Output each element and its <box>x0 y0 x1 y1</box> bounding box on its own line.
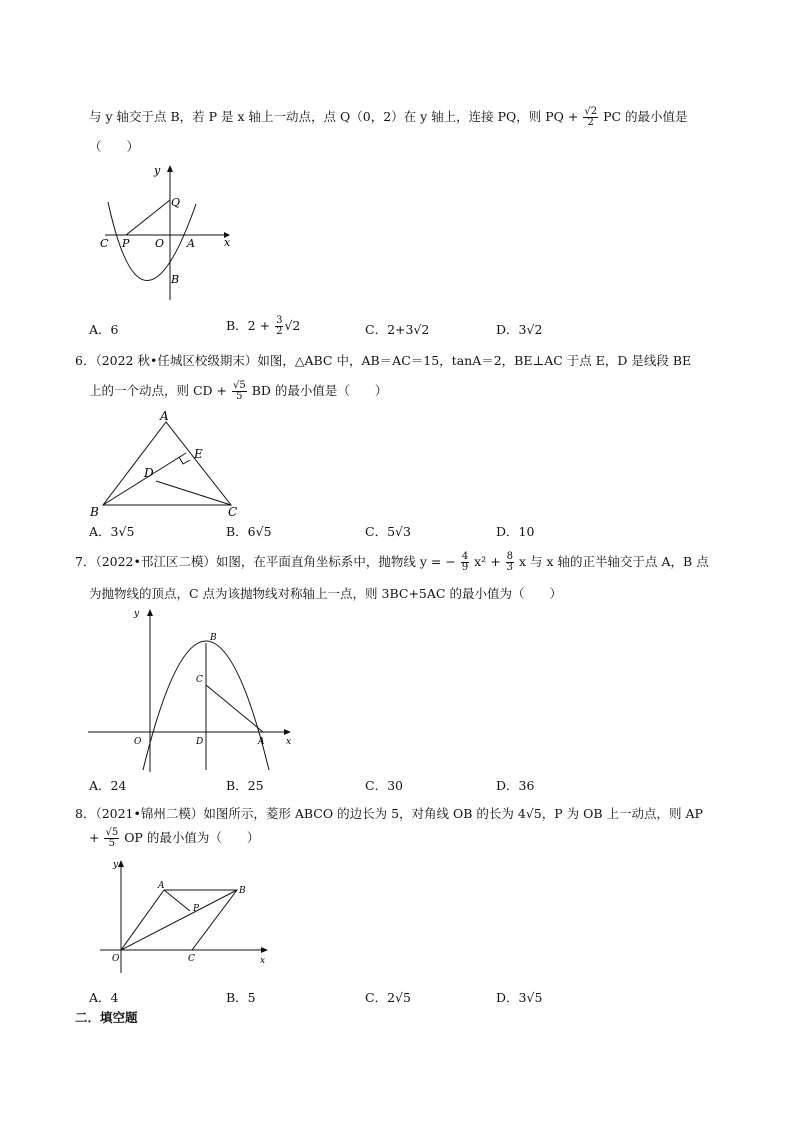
q5-answer-brackets: （ ） <box>89 139 140 154</box>
label-O: O <box>134 737 142 747</box>
label-B: B <box>90 505 99 519</box>
q7-option-d: D．36 <box>496 778 535 793</box>
q6-figure <box>88 410 248 520</box>
q6-line2: 上的一个动点，则 CD + $\frac{√5}{5}$ BD 的最小值是（ ） <box>89 380 388 402</box>
fraction: $\frac{4}{9}$ <box>461 551 469 573</box>
label-x: x <box>286 737 292 747</box>
label-B: B <box>210 633 217 643</box>
label-A: A <box>158 881 165 891</box>
label-B: B <box>239 886 246 896</box>
q8-option-d: D．3√5 <box>496 990 543 1005</box>
q7-figure <box>88 602 303 774</box>
q8-option-c: C．2√5 <box>365 990 411 1005</box>
q8-figure <box>100 853 275 975</box>
q8-line2: + $\frac{√5}{5}$ OP 的最小值为（ ） <box>89 827 260 849</box>
fraction: $\frac{8}{3}$ <box>506 551 514 573</box>
label-Q: Q <box>171 196 181 209</box>
q5-figure <box>100 160 240 300</box>
label-A: A <box>160 409 169 423</box>
label-D: D <box>196 737 204 747</box>
label-y: y <box>113 860 119 870</box>
label-B: B <box>171 273 180 286</box>
fraction: $\frac{√5}{5}$ <box>105 827 119 849</box>
label-P: P <box>122 237 130 250</box>
label-O: O <box>155 237 165 250</box>
fraction: $\frac{√2}{2}$ <box>584 106 598 128</box>
q5-option-d: D．3√2 <box>496 322 543 337</box>
q7-option-b: B．25 <box>226 778 264 793</box>
label-C: C <box>100 237 109 250</box>
label-P: P <box>193 904 200 914</box>
label-A: A <box>258 737 265 747</box>
q6-option-c: C．5√3 <box>365 524 411 539</box>
q6-option-b: B．6√5 <box>226 524 272 539</box>
label-A: A <box>187 237 195 250</box>
q6-option-d: D．10 <box>496 524 535 539</box>
label-C: C <box>188 954 195 964</box>
section-heading: 二．填空题 <box>75 1010 138 1025</box>
q6-line1: 6．（2022 秋•任城区校级期末）如图，△ABC 中，AB＝AC＝15，tanA＝2，BE⊥AC 于点 E，D 是线段 BE <box>75 353 692 368</box>
label-O: O <box>112 954 120 964</box>
q5-option-a: A．6 <box>89 322 119 337</box>
q8-option-a: A．4 <box>89 990 119 1005</box>
q7-option-c: C．30 <box>365 778 403 793</box>
q8-line1: 8．（2021•锦州二模）如图所示，菱形 ABCO 的边长为 5，对角线 OB 的长为 4√5，P 为 OB 上一动点，则 AP <box>75 806 703 821</box>
label-x: x <box>260 956 266 966</box>
fraction: $\frac{√5}{5}$ <box>233 380 246 402</box>
label-y: y <box>154 164 161 177</box>
label-E: E <box>194 447 203 461</box>
label-D: D <box>144 466 154 480</box>
q7-line2: 为抛物线的顶点，C 点为该抛物线对称轴上一点，则 3BC+5AC 的最小值为（ ） <box>89 586 562 601</box>
q8-option-b: B．5 <box>226 990 256 1005</box>
label-C: C <box>228 505 238 519</box>
q5-line1: 与 y 轴交于点 B，若 P 是 x 轴上一动点，点 Q（0，2）在 y 轴上，连接 PQ，则 PQ + $\frac{√2}{2}$ PC 的最小值是 <box>89 106 688 128</box>
q5-option-c: C．2+3√2 <box>365 322 430 337</box>
label-y: y <box>134 609 140 619</box>
q5-option-b: B．2 + $\frac{3}{2}$ √2 <box>226 315 301 337</box>
q6-option-a: A．3√5 <box>89 524 135 539</box>
q7-line1: 7．（2022•邗江区二模）如图，在平面直角坐标系中，抛物线 y = − $\frac{4}{9}$ x² + $\frac{8}{3}$ x 与 x 轴的正半轴交于点 A，B 点 <box>75 551 709 573</box>
label-C: C <box>196 675 203 685</box>
q7-option-a: A．24 <box>89 778 127 793</box>
label-x: x <box>224 236 231 249</box>
